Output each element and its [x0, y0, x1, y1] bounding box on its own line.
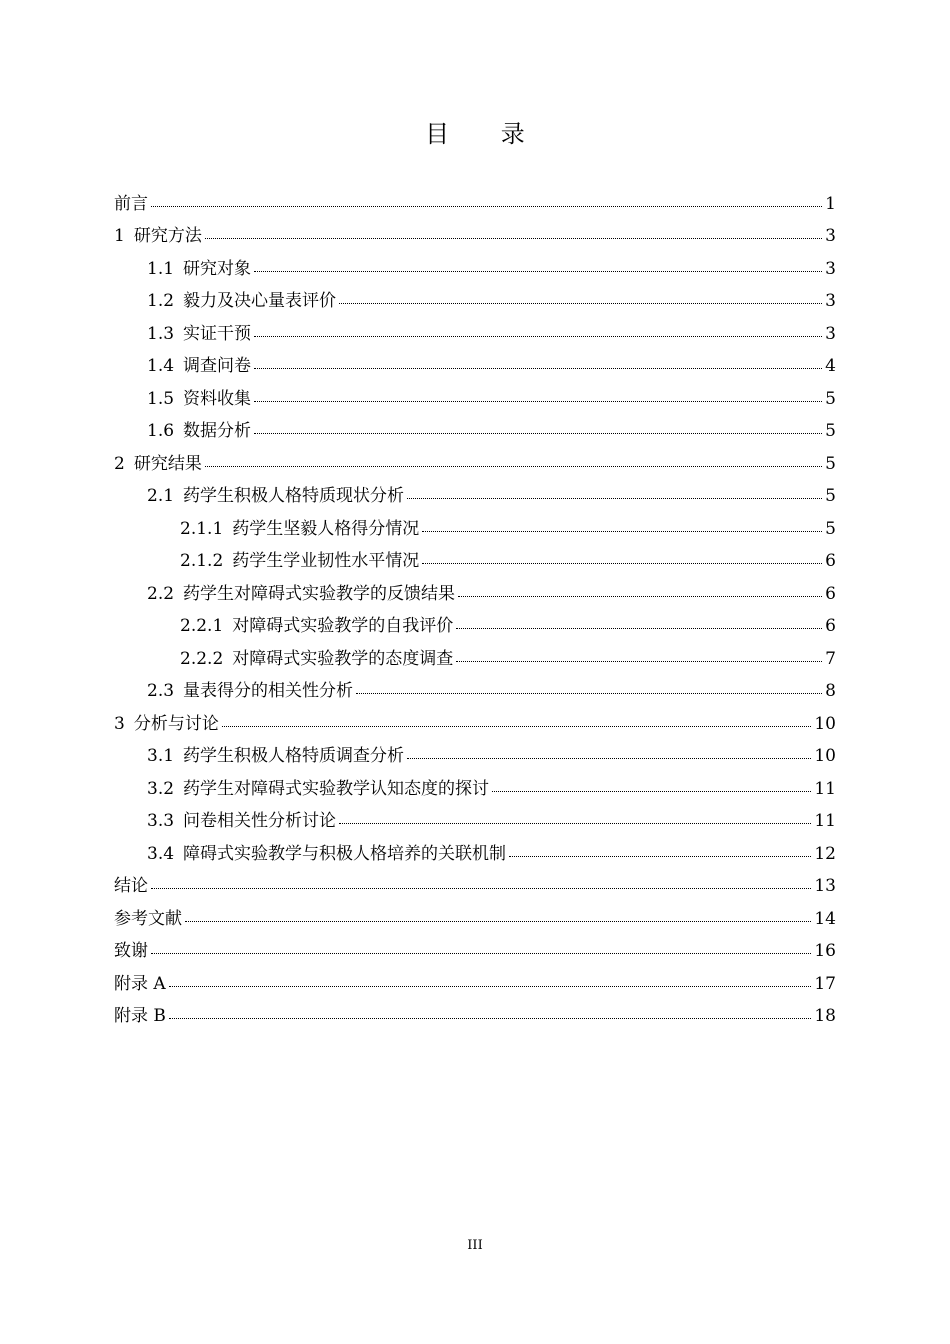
toc-entry-page: 3	[825, 258, 836, 279]
dot-leader	[151, 888, 811, 889]
toc-entry-page: 6	[825, 616, 836, 636]
dot-leader	[254, 368, 822, 369]
table-of-contents	[114, 181, 836, 1026]
toc-entry-title: 对障碍式实验教学的态度调查	[232, 648, 454, 669]
toc-entry[interactable]	[114, 994, 836, 1027]
dot-leader	[492, 791, 811, 792]
toc-entry[interactable]	[114, 409, 836, 442]
dot-leader	[151, 953, 811, 954]
toc-entry-page: 8	[825, 681, 836, 701]
dot-leader	[458, 596, 822, 597]
toc-entry[interactable]	[114, 604, 836, 637]
toc-entry[interactable]	[114, 929, 836, 962]
toc-entry-page: 5	[825, 388, 836, 409]
toc-entry-number: 1.4	[147, 356, 175, 376]
toc-entry-page: 11	[814, 778, 836, 799]
toc-entry-title: 研究对象	[183, 258, 252, 279]
toc-entry-page: 3	[825, 323, 836, 344]
toc-entry-page: 17	[814, 973, 836, 994]
toc-entry[interactable]	[114, 636, 836, 669]
toc-entry-number: 2.1.1	[180, 518, 224, 539]
toc-entry-page: 3	[825, 226, 836, 246]
page-title: 目 录	[425, 120, 547, 148]
dot-leader	[151, 206, 822, 207]
toc-entry-title: 分析与讨论	[133, 713, 219, 734]
toc-entry-title: 问卷相关性分析讨论	[183, 811, 337, 831]
toc-entry-page: 1	[825, 193, 836, 214]
toc-entry-page: 3	[825, 291, 836, 311]
toc-entry-title: 调查问卷	[183, 356, 252, 376]
dot-leader	[456, 628, 822, 629]
toc-entry-title: 研究方法	[133, 226, 202, 246]
toc-entry-number: 1.2	[147, 291, 175, 311]
toc-entry[interactable]	[114, 864, 836, 897]
toc-entry-page: 18	[814, 1006, 836, 1026]
dot-leader	[205, 466, 822, 467]
toc-entry-title: 药学生积极人格特质调查分析	[183, 746, 405, 766]
toc-entry-title: 结论	[114, 876, 148, 896]
toc-entry-page: 5	[825, 518, 836, 539]
dot-leader	[169, 986, 812, 987]
toc-entry-number: 3.3	[147, 811, 175, 831]
toc-entry-number: 2.1	[147, 486, 175, 506]
toc-entry-number: 2.3	[147, 681, 175, 701]
toc-entry-page: 5	[825, 486, 836, 506]
toc-entry-title: 附录 B	[114, 1006, 166, 1026]
dot-leader	[205, 238, 822, 239]
toc-entry[interactable]	[114, 441, 836, 474]
toc-entry[interactable]	[114, 506, 836, 539]
dot-leader	[169, 1018, 811, 1019]
toc-entry-title: 实证干预	[183, 323, 252, 344]
toc-entry[interactable]	[114, 571, 836, 604]
toc-entry-title: 前言	[114, 193, 148, 214]
toc-entry-title: 药学生积极人格特质现状分析	[183, 486, 405, 506]
dot-leader	[407, 498, 822, 499]
toc-entry-page: 12	[814, 843, 836, 864]
toc-entry-number: 1.1	[147, 258, 175, 279]
toc-entry-number: 2.2.1	[180, 616, 224, 636]
toc-entry-title: 附录 A	[114, 973, 166, 994]
toc-entry-page: 10	[814, 713, 836, 734]
toc-entry[interactable]	[114, 181, 836, 214]
toc-entry-number: 3.1	[147, 746, 175, 766]
dot-leader	[456, 661, 822, 662]
toc-entry-number: 2	[114, 453, 125, 474]
toc-entry-title: 毅力及决心量表评价	[183, 291, 337, 311]
toc-entry[interactable]	[114, 669, 836, 702]
toc-entry-page: 11	[814, 811, 836, 831]
dot-leader	[356, 693, 822, 694]
toc-entry[interactable]	[114, 539, 836, 572]
dot-leader	[407, 758, 811, 759]
toc-entry-number: 1	[114, 226, 125, 246]
toc-entry[interactable]	[114, 799, 836, 832]
toc-entry-title: 资料收集	[183, 388, 252, 409]
toc-entry-page: 16	[814, 941, 836, 961]
toc-entry-number: 3.2	[147, 778, 175, 799]
toc-entry-page: 14	[814, 908, 836, 929]
dot-leader	[339, 303, 822, 304]
toc-entry[interactable]	[114, 734, 836, 767]
toc-entry[interactable]	[114, 214, 836, 247]
toc-entry-number: 2.1.2	[180, 551, 224, 571]
dot-leader	[185, 921, 811, 922]
dot-leader	[509, 856, 811, 857]
toc-entry-number: 1.6	[147, 421, 175, 441]
toc-entry-title: 对障碍式实验教学的自我评价	[232, 616, 454, 636]
toc-entry-page: 5	[825, 421, 836, 441]
toc-entry-number: 2.2	[147, 583, 175, 604]
toc-entry[interactable]	[114, 961, 836, 994]
dot-leader	[422, 531, 822, 532]
toc-entry-number: 1.5	[147, 388, 175, 409]
toc-entry-title: 药学生对障碍式实验教学认知态度的探讨	[183, 778, 490, 799]
toc-entry-title: 药学生对障碍式实验教学的反馈结果	[183, 583, 456, 604]
toc-entry-page: 4	[825, 356, 836, 376]
toc-entry-number: 3	[114, 713, 125, 734]
toc-entry[interactable]	[114, 701, 836, 734]
dot-leader	[254, 401, 822, 402]
page-number: III	[467, 1238, 483, 1253]
toc-entry-page: 13	[814, 876, 836, 896]
toc-entry[interactable]	[114, 376, 836, 409]
toc-entry-title: 量表得分的相关性分析	[183, 681, 354, 701]
toc-entry-page: 10	[814, 746, 836, 766]
toc-entry-title: 数据分析	[183, 421, 252, 441]
toc-entry-title: 研究结果	[133, 453, 202, 474]
toc-entry[interactable]	[114, 896, 836, 929]
dot-leader	[339, 823, 811, 824]
toc-entry[interactable]	[114, 279, 836, 312]
toc-entry[interactable]	[114, 766, 836, 799]
toc-entry-page: 6	[825, 551, 836, 571]
dot-leader	[254, 336, 822, 337]
toc-entry-page: 7	[825, 648, 836, 669]
toc-entry-number: 3.4	[147, 843, 175, 864]
toc-entry[interactable]	[114, 311, 836, 344]
toc-entry[interactable]	[114, 474, 836, 507]
toc-entry-page: 6	[825, 583, 836, 604]
toc-entry-number: 1.3	[147, 323, 175, 344]
toc-entry-title: 药学生学业韧性水平情况	[232, 551, 420, 571]
dot-leader	[222, 726, 812, 727]
dot-leader	[254, 433, 822, 434]
toc-entry-title: 药学生坚毅人格得分情况	[232, 518, 420, 539]
toc-entry[interactable]	[114, 246, 836, 279]
dot-leader	[254, 271, 822, 272]
toc-entry-number: 2.2.2	[180, 648, 224, 669]
toc-entry[interactable]	[114, 831, 836, 864]
toc-entry[interactable]	[114, 344, 836, 377]
toc-entry-page: 5	[825, 453, 836, 474]
dot-leader	[422, 563, 822, 564]
toc-entry-title: 参考文献	[114, 908, 182, 929]
toc-entry-title: 致谢	[114, 941, 148, 961]
toc-entry-title: 障碍式实验教学与积极人格培养的关联机制	[183, 843, 507, 864]
